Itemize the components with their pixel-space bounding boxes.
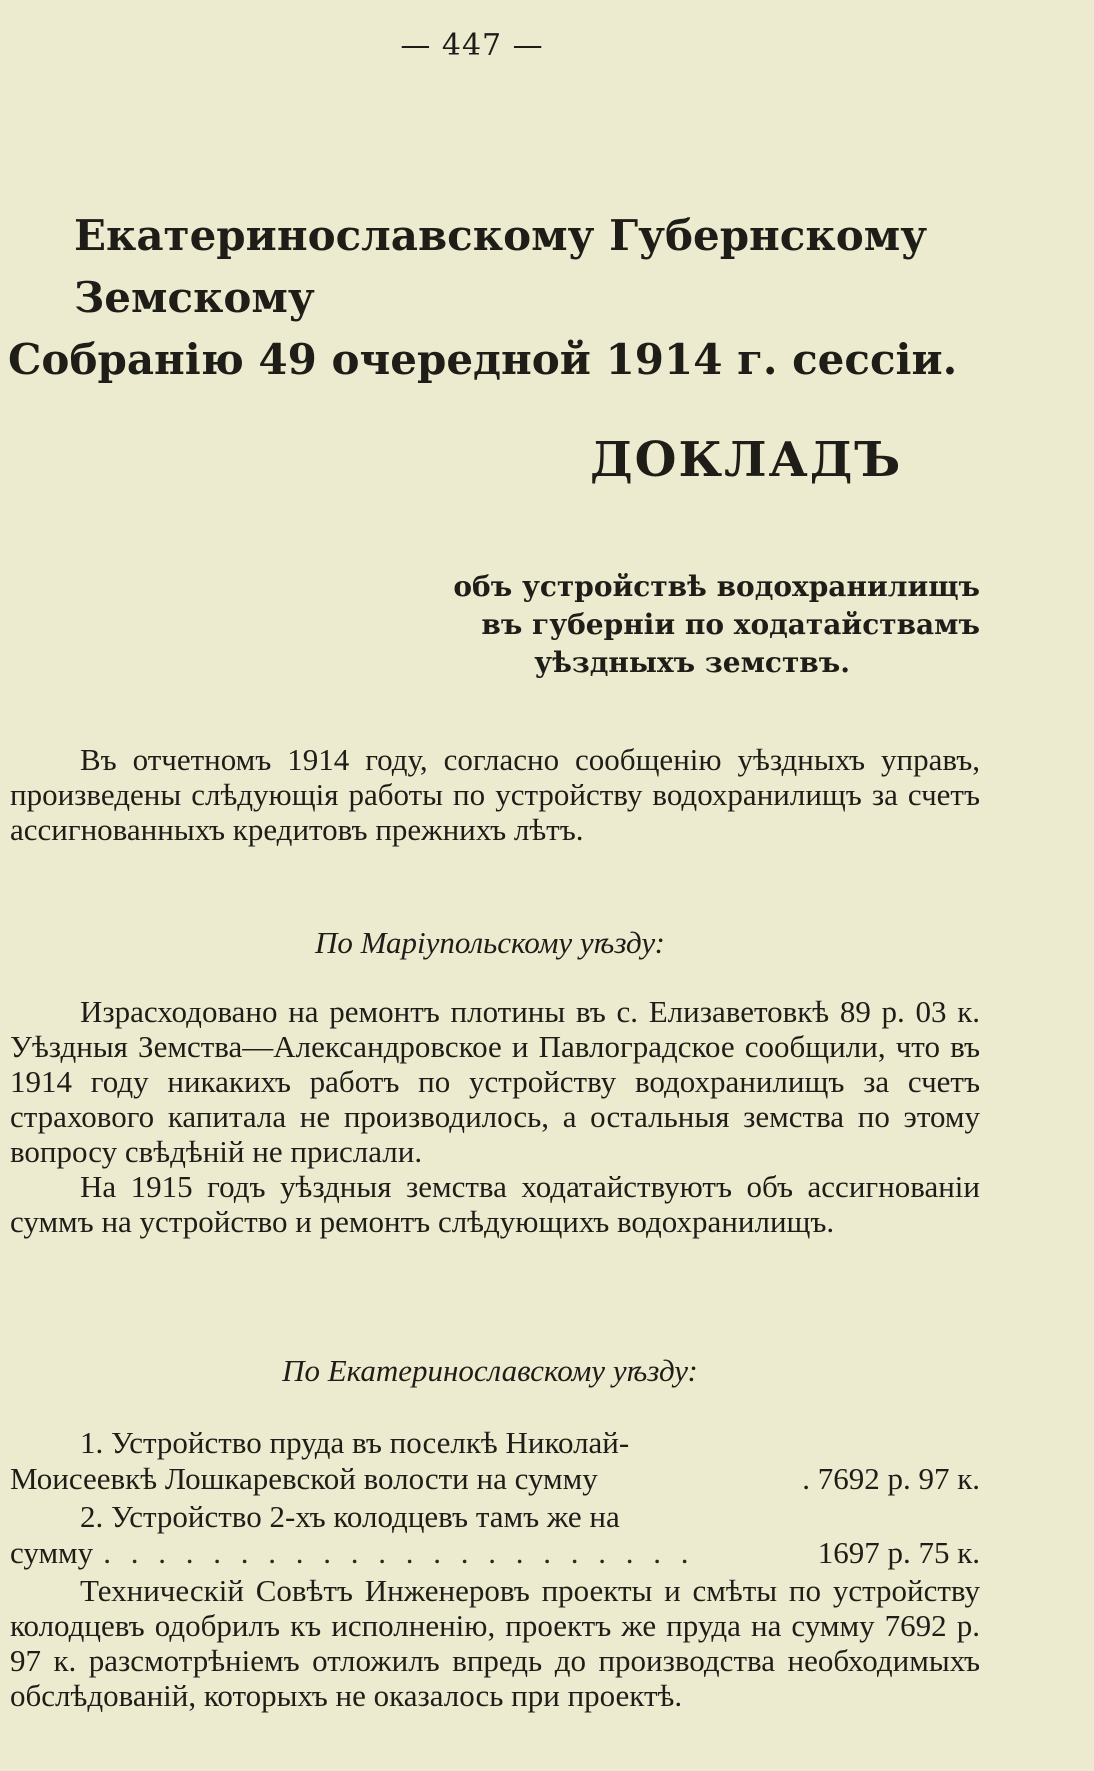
intro-paragraph: Въ отчетномъ 1914 году, согласно сообщенію уѣздныхъ управъ, произведены слѣдующія работы по устройству водохранилищъ за счетъ ассигнованныхъ кредитовъ прежнихъ лѣтъ. xyxy=(10,742,980,847)
item-1-line-2 xyxy=(10,1461,980,1497)
addressee-line-1: Екатеринославскому Губернскому Земскому xyxy=(74,211,928,322)
section1-paragraph-1: Израсходовано на ремонтъ плотины въ с. Елизаветовкѣ 89 р. 03 к. Уѣздныя Земства—Александровское и Павлоградское сообщили, что въ 1914 году никакихъ работъ по устройству водохранилищъ за счетъ страхового капитала не производилось, а остальныя земства по этому вопросу свѣдѣній не прислали. xyxy=(10,994,980,1169)
item-2-description: сумму xyxy=(10,1535,94,1570)
report-title: ДОКЛАДЪ xyxy=(590,432,903,488)
subtitle-line-3: уѣздныхъ земствъ. xyxy=(534,646,850,679)
item-1 xyxy=(10,1425,980,1497)
addressee-line-2: Собранію 49 очередной 1914 г. сессіи. xyxy=(8,335,958,384)
section-heading-mariupol: По Маріупольскому уѣзду: xyxy=(314,925,665,960)
item-2-line-1: 2. Устройство 2-хъ колодцевъ тамъ же на xyxy=(80,1499,620,1534)
closing-paragraph: Техническій Совѣтъ Инженеровъ проекты и смѣты по устройству колодцевъ одобрилъ къ исполненію, проектъ же пруда на сумму 7692 р. 97 к. разсмотрѣніемъ отложилъ впредь до производства необходимыхъ обслѣдованій, которыхъ не оказалось при проектѣ. xyxy=(10,1573,980,1713)
item-1-line-1: 1. Устройство пруда въ поселкѣ Николай- xyxy=(80,1425,630,1460)
item-2 xyxy=(10,1499,980,1571)
item-2-amount: 1697 р. 75 к. xyxy=(817,1535,980,1570)
report-subtitle xyxy=(0,568,980,682)
item-1-amount: . 7692 р. 97 к. xyxy=(802,1461,980,1496)
addressee-block xyxy=(8,205,988,391)
section1-text-block xyxy=(10,994,980,1239)
section-heading-ekaterinoslav: По Екатеринославскому уѣзду: xyxy=(282,1353,698,1388)
subtitle-line-1: объ устройствѣ водохранилищъ xyxy=(453,570,980,603)
section1-paragraph-2: На 1915 годъ уѣздныя земства ходатайствуютъ объ ассигнованіи суммъ на устройство и ремонтъ слѣдующихъ водохранилищъ. xyxy=(10,1169,980,1239)
page-number: — 447 — xyxy=(400,28,544,63)
subtitle-line-2: въ губерніи по ходатайствамъ xyxy=(481,608,980,641)
item-2-leader-dots: . . . . . . . . . . . . . . . . . . . . . . xyxy=(103,1535,695,1570)
closing-paragraph-block xyxy=(10,1573,980,1713)
item-2-line-2 xyxy=(10,1535,980,1571)
item-1-description: Моисеевкѣ Лошкаревской волости на сумму xyxy=(10,1461,598,1496)
intro-paragraph-block xyxy=(10,742,980,847)
